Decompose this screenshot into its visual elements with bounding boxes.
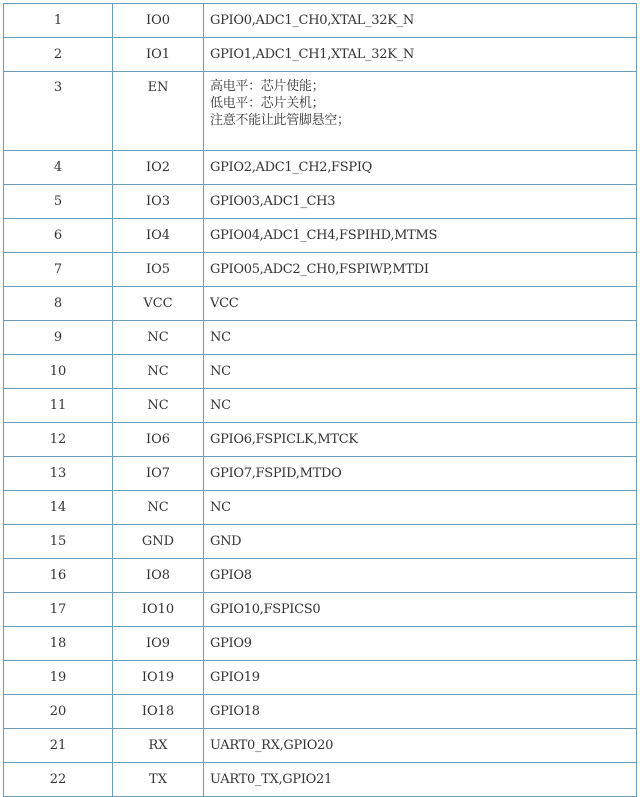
pin-name: NC xyxy=(113,389,204,423)
en-floating-warning: 注意不能让此管脚悬空； xyxy=(210,113,350,128)
pin-number: 14 xyxy=(4,491,113,525)
pin-function: UART0_TX,GPIO21 xyxy=(204,763,637,797)
pin-name: NC xyxy=(113,491,204,525)
pin-function: GPIO18 xyxy=(204,695,637,729)
pin-name: IO7 xyxy=(113,457,204,491)
table-row xyxy=(4,627,637,661)
pin-name: TX xyxy=(113,763,204,797)
pin-name: GND xyxy=(113,525,204,559)
pin-name: IO0 xyxy=(113,4,204,38)
pin-number: 7 xyxy=(4,253,113,287)
en-high-level-note: 高电平：芯片使能； xyxy=(210,79,325,94)
table-row xyxy=(4,4,637,38)
pin-name: IO6 xyxy=(113,423,204,457)
pin-number: 17 xyxy=(4,593,113,627)
pin-name: IO18 xyxy=(113,695,204,729)
pin-function: UART0_RX,GPIO20 xyxy=(204,729,637,763)
table-row xyxy=(4,355,637,389)
table-row xyxy=(4,491,637,525)
en-low-level-note: 低电平：芯片关机； xyxy=(210,96,325,111)
pin-function: GPIO6,FSPICLK,MTCK xyxy=(204,423,637,457)
pin-function: GPIO1,ADC1_CH1,XTAL_32K_N xyxy=(204,38,637,72)
pin-number: 18 xyxy=(4,627,113,661)
pin-number: 9 xyxy=(4,321,113,355)
pin-name: IO4 xyxy=(113,219,204,253)
pin-function: GPIO9 xyxy=(204,627,637,661)
pin-name: NC xyxy=(113,355,204,389)
table-row xyxy=(4,763,637,797)
table-row xyxy=(4,593,637,627)
pin-number: 6 xyxy=(4,219,113,253)
pin-name: IO8 xyxy=(113,559,204,593)
table-row xyxy=(4,219,637,253)
table-row xyxy=(4,253,637,287)
pin-number: 15 xyxy=(4,525,113,559)
pin-number: 11 xyxy=(4,389,113,423)
pin-number: 3 xyxy=(4,72,113,151)
pin-function: GPIO0,ADC1_CH0,XTAL_32K_N xyxy=(204,4,637,38)
pin-number: 5 xyxy=(4,185,113,219)
pin-function: VCC xyxy=(204,287,637,321)
pin-name: IO3 xyxy=(113,185,204,219)
table-row xyxy=(4,287,637,321)
table-row xyxy=(4,38,637,72)
table-row xyxy=(4,457,637,491)
table-row xyxy=(4,151,637,185)
pin-function: GPIO7,FSPID,MTDO xyxy=(204,457,637,491)
pin-number: 12 xyxy=(4,423,113,457)
pin-function: GPIO19 xyxy=(204,661,637,695)
pin-number: 4 xyxy=(4,151,113,185)
table-row xyxy=(4,72,637,151)
table-row xyxy=(4,321,637,355)
pin-number: 19 xyxy=(4,661,113,695)
pin-number: 13 xyxy=(4,457,113,491)
pin-number: 22 xyxy=(4,763,113,797)
table-row xyxy=(4,559,637,593)
pin-name: EN xyxy=(113,72,204,151)
pin-function: GPIO10,FSPICS0 xyxy=(204,593,637,627)
table-row xyxy=(4,525,637,559)
pin-number: 8 xyxy=(4,287,113,321)
pin-number: 2 xyxy=(4,38,113,72)
pin-function xyxy=(204,72,637,151)
pin-function: GPIO05,ADC2_CH0,FSPIWP,MTDI xyxy=(204,253,637,287)
table-row xyxy=(4,661,637,695)
pin-function: GPIO04,ADC1_CH4,FSPIHD,MTMS xyxy=(204,219,637,253)
table-row xyxy=(4,389,637,423)
pin-number: 16 xyxy=(4,559,113,593)
pin-function: GPIO03,ADC1_CH3 xyxy=(204,185,637,219)
table-row xyxy=(4,729,637,763)
pin-name: IO9 xyxy=(113,627,204,661)
pin-function: GND xyxy=(204,525,637,559)
pin-name: RX xyxy=(113,729,204,763)
pin-function: GPIO8 xyxy=(204,559,637,593)
pin-name: IO10 xyxy=(113,593,204,627)
pin-number: 21 xyxy=(4,729,113,763)
pin-name: NC xyxy=(113,321,204,355)
pin-name: IO2 xyxy=(113,151,204,185)
pin-name: VCC xyxy=(113,287,204,321)
pin-function: NC xyxy=(204,491,637,525)
pin-name: IO1 xyxy=(113,38,204,72)
table-row xyxy=(4,695,637,729)
table-row xyxy=(4,423,637,457)
pin-number: 10 xyxy=(4,355,113,389)
pin-number: 1 xyxy=(4,4,113,38)
pin-function: NC xyxy=(204,389,637,423)
table-row xyxy=(4,185,637,219)
pin-number: 20 xyxy=(4,695,113,729)
pin-name: IO19 xyxy=(113,661,204,695)
pin-name: IO5 xyxy=(113,253,204,287)
pin-function: NC xyxy=(204,355,637,389)
pin-function: NC xyxy=(204,321,637,355)
pin-definition-table xyxy=(3,3,637,797)
pin-function: GPIO2,ADC1_CH2,FSPIQ xyxy=(204,151,637,185)
